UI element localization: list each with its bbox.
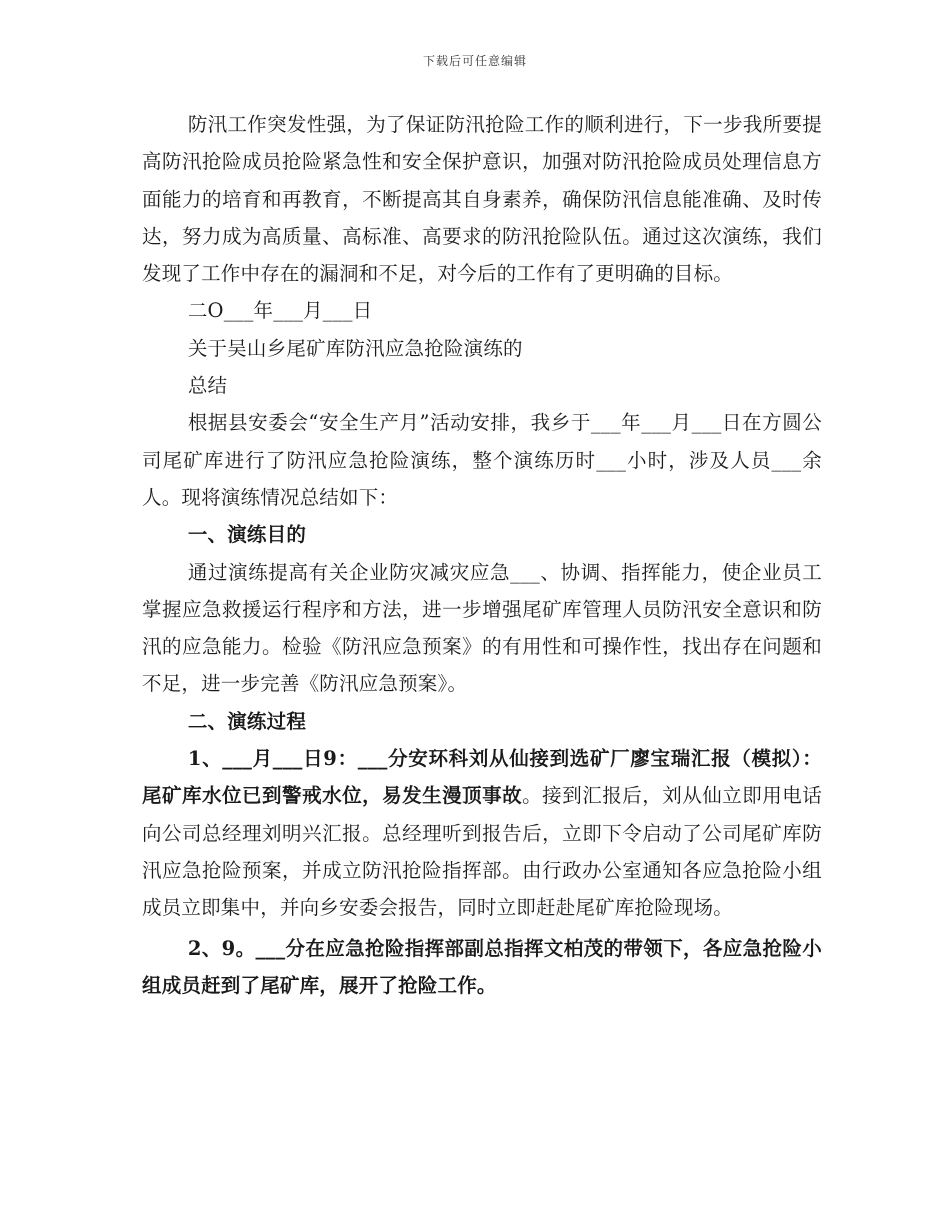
heading-drill-purpose: 一、演练目的 — [187, 523, 307, 547]
document-body — [142, 106, 822, 1004]
step-1-bold-text: 1、___月___日9：___分安环科刘从仙接到选矿厂廖宝瑞汇报（模拟）：尾矿库水位已到警戒水位，易发生漫顶事故 — [142, 747, 822, 808]
paragraph-flood-work: 防汛工作突发性强，为了保证防汛抢险工作的顺利进行，下一步我所要提高防汛抢险成员抢险紧急性和安全保护意识，加强对防汛抢险成员处理信息方面能力的培育和再教育，不断提高其自身素养，确保防汛信息能准确、及时传达，努力成为高质量、高标准、高要求的防汛抢险队伍。通过这次演练，我们发现了工作中存在的漏洞和不足，对今后的工作有了更明确的目标。 — [142, 113, 822, 286]
document-title-line-1: 关于吴山乡尾矿库防汛应急抢险演练的 — [187, 336, 523, 360]
paragraph-process-step-1 — [142, 740, 822, 926]
paragraph-process-step-2: 2、9。___分在应急抢险指挥部副总指挥文柏茂的带领下，各应急抢险小组成员赶到了尾矿库，展开了抢险工作。 — [142, 936, 822, 997]
paragraph-intro: 根据县安委会“安全生产月”活动安排，我乡于___年___月___日在方圆公司尾矿库进行了防汛应急抢险演练，整个演练历时___小时，涉及人员___余人。现将演练情况总结如下： — [142, 411, 822, 509]
page-header-note: 下载后可任意编辑 — [422, 54, 527, 68]
heading-drill-process: 二、演练过程 — [187, 709, 307, 733]
document-title-line-2: 总结 — [187, 374, 228, 398]
date-line: 二O___年___月___日 — [187, 299, 373, 323]
paragraph-drill-purpose: 通过演练提高有关企业防灾减灾应急___、协调、指挥能力，使企业员工掌握应急救援运行程序和方法，进一步增强尾矿库管理人员防汛安全意识和防汛的应急能力。检验《防汛应急预案》的有用性和可操作性，找出存在问题和不足，进一步完善《防汛应急预案》。 — [142, 560, 822, 696]
step-1-text: 。接到汇报后，刘从仙立即用电话向公司总经理刘明兴汇报。总经理听到报告后，立即下令启动了公司尾矿库防汛应急抢险预案，并成立防汛抢险指挥部。由行政办公室通知各应急抢险小组成员立即集中，并向乡安委会报告，同时立即赶赴尾矿库抢险现场。 — [142, 784, 822, 920]
